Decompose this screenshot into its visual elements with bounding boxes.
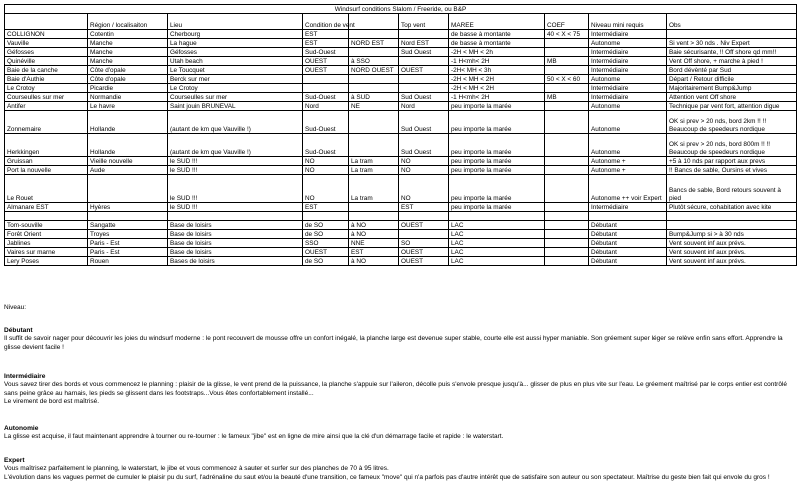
table-cell [545, 221, 589, 230]
table-row [5, 221, 797, 230]
table-cell: -2H < MH < 2H [449, 84, 545, 93]
table-cell: Intermédiaire [589, 84, 667, 93]
table-cell: -2H < MH < 2h [449, 48, 545, 57]
table-row [5, 239, 797, 248]
table-cell [545, 111, 589, 134]
table-cell: Antifer [5, 102, 88, 111]
level-debutant-text: Il suffit de savoir nager pour découvrir les joies du windsurf moderne : le pont recouvert de mousse offre un confort inégalé, la planche large est devenue super stable, courte elle est aussi hyper maniable. Son gréement super léger se relève enfin sans effort. Apprendre la glisse devient facile ! [4, 335, 783, 351]
table-cell: Cherbourg [168, 30, 303, 39]
column-header: Région / localisaiton [88, 14, 168, 30]
column-header [349, 14, 399, 30]
table-cell [545, 257, 589, 266]
table-cell: à NO [349, 230, 399, 239]
table-cell [545, 157, 589, 166]
table-row [5, 48, 797, 57]
table-cell: peu importe la marée [449, 134, 545, 157]
table-cell: Jablines [5, 239, 88, 248]
table-cell: Base de loisirs [168, 221, 303, 230]
table-cell: Autonome [589, 102, 667, 111]
table-cell: Base de loisirs [168, 248, 303, 257]
table-cell: NO [303, 157, 349, 166]
table-cell [349, 30, 399, 39]
table-cell: Si vent > 30 nds . Niv Expert [667, 39, 797, 48]
table-cell [667, 212, 797, 221]
column-header: MAREE [449, 14, 545, 30]
table-cell: LAC [449, 239, 545, 248]
table-cell: Cotentin [88, 30, 168, 39]
table-cell: le SUD !!! [168, 203, 303, 212]
table-cell: Débutant [589, 230, 667, 239]
table-cell: (autant de km que Vauville !) [168, 111, 303, 134]
table-cell: Gruissan [5, 157, 88, 166]
windsurf-conditions-table [4, 4, 797, 266]
table-cell: Intermédiaire [589, 30, 667, 39]
table-title: Windsurf conditions Slalom / Freeride, ou B&P [5, 5, 797, 14]
table-cell: peu importe la marée [449, 203, 545, 212]
level-intermediaire [4, 372, 794, 407]
table-cell [545, 239, 589, 248]
table-cell: 50 < X < 60 [545, 75, 589, 84]
table-cell: Baie sécurisante, !! Off shore qd mm!! [667, 48, 797, 57]
table-row [5, 134, 797, 157]
level-autonomie [4, 424, 794, 442]
table-cell [399, 212, 449, 221]
table-cell: Côte d'opale [88, 66, 168, 75]
table-cell: le SUD !!! [168, 157, 303, 166]
table-row [5, 75, 797, 84]
levels-intro: Niveau: [4, 304, 27, 311]
table-cell: -2H < MH < 2H [449, 75, 545, 84]
table-cell: Sud-Ouest [303, 134, 349, 157]
table-cell: Autonome ++ voir Expert [589, 175, 667, 203]
table-cell [399, 230, 449, 239]
table-cell: Manche [88, 39, 168, 48]
table-cell: Géfosses [5, 48, 88, 57]
table-cell: Vent souvent inf aux prévs. [667, 257, 797, 266]
table-cell: Nord [303, 102, 349, 111]
level-expert-title: Expert [4, 457, 25, 464]
table-cell: Débutant [589, 257, 667, 266]
table-cell: SSO [303, 239, 349, 248]
table-cell: La tram [349, 166, 399, 175]
table-cell: MB [545, 57, 589, 66]
table-cell: Autonome + [589, 166, 667, 175]
table-row [5, 66, 797, 75]
table-cell: Sud Ouest [399, 48, 449, 57]
table-row [5, 248, 797, 257]
table-cell: OUEST [399, 221, 449, 230]
level-debutant-title: Débutant [4, 327, 33, 334]
table-cell: OUEST [399, 257, 449, 266]
table-row [5, 39, 797, 48]
table-cell [168, 212, 303, 221]
table-cell: de SO [303, 230, 349, 239]
table-cell [545, 48, 589, 57]
table-cell: (autant de km que Vauville !) [168, 134, 303, 157]
table-cell: Rouen [88, 257, 168, 266]
table-cell: peu importe la marée [449, 157, 545, 166]
table-cell: Technique par vent fort, attention digue [667, 102, 797, 111]
table-cell: Autonome [589, 39, 667, 48]
table-cell: Débutant [589, 248, 667, 257]
table-row [5, 203, 797, 212]
table-cell [545, 230, 589, 239]
table-cell [399, 57, 449, 66]
table-cell: de basse à montante [449, 30, 545, 39]
table-cell: Base de loisirs [168, 239, 303, 248]
table-cell: de SO [303, 221, 349, 230]
table-cell: le SUD !!! [168, 175, 303, 203]
table-cell: Géfosses [168, 48, 303, 57]
table-cell: EST [399, 203, 449, 212]
table-cell: Le havre [88, 102, 168, 111]
column-header: Lieu [168, 14, 303, 30]
level-intermediaire-title: Intermédiaire [4, 373, 46, 380]
table-cell: LAC [449, 257, 545, 266]
table-cell: Forêt Orient [5, 230, 88, 239]
table-cell: Départ / Retour difficile [667, 75, 797, 84]
table-cell: de SO [303, 257, 349, 266]
table-cell: SO [399, 239, 449, 248]
table-cell [545, 212, 589, 221]
table-cell: EST [303, 30, 349, 39]
table-cell: Le Crotoy [168, 84, 303, 93]
table-cell [349, 212, 399, 221]
table-cell: OK si prev > 20 nds, bord 2km !! !! Beaucoup de speedeurs nordique [667, 111, 797, 134]
table-cell: Autonome + [589, 157, 667, 166]
table-cell: Normandie [88, 93, 168, 102]
level-autonomie-title: Autonomie [4, 425, 39, 432]
table-title-row [5, 5, 797, 14]
table-cell: Troyes [88, 230, 168, 239]
table-cell: Intermédiaire [589, 57, 667, 66]
table-cell: EST [303, 203, 349, 212]
table-cell [303, 84, 349, 93]
level-expert [4, 456, 794, 482]
table-cell: Saint jouin BRUNEVAL [168, 102, 303, 111]
table-cell: OUEST [303, 66, 349, 75]
table-row [5, 93, 797, 102]
table-cell: OK si prev > 20 nds, bord 800m !! !! Beaucoup de speedeurs nordique [667, 134, 797, 157]
table-cell: La tram [349, 175, 399, 203]
table-cell: Autonome [589, 75, 667, 84]
table-cell: NO [399, 175, 449, 203]
table-cell: Bump&Jump si > à 30 nds [667, 230, 797, 239]
table-cell: Herkkingen [5, 134, 88, 157]
table-cell [349, 134, 399, 157]
table-cell: COLLIGNON [5, 30, 88, 39]
column-header: COEF [545, 14, 589, 30]
table-cell: -1 H<mh< 2H [449, 93, 545, 102]
table-cell [667, 221, 797, 230]
table-cell: Bases de loisirs [168, 257, 303, 266]
table-cell: NO [303, 175, 349, 203]
table-cell: NORD OUEST [349, 66, 399, 75]
table-cell [349, 48, 399, 57]
column-header: Top vent [399, 14, 449, 30]
table-cell: Le Rouet [5, 175, 88, 203]
table-cell: Hollande [88, 111, 168, 134]
table-cell [545, 84, 589, 93]
table-row [5, 102, 797, 111]
table-cell: à SSO [349, 57, 399, 66]
table-cell: 40 < X < 75 [545, 30, 589, 39]
table-cell: Baie d'Authie [5, 75, 88, 84]
table-cell [589, 212, 667, 221]
table-cell: LAC [449, 221, 545, 230]
table-cell: Le Crotoy [5, 84, 88, 93]
level-intermediaire-text: Vous savez tirer des bords et vous commencez le planning : plaisir de la glisse, le vent prend de la puissance, la planche s'appuie sur l'aileron, décolle puis s'envole presque jusqu'à... glisser de plus en plus vite sur l'eau. Le gréement maîtrisé par le corps entier est contrôlé sans peine grâce au harnais, les pieds se glissent dans les footstraps...Vous êtes confortablement installé... [4, 381, 788, 397]
table-row [5, 166, 797, 175]
table-cell: Quinéville [5, 57, 88, 66]
table-cell [545, 66, 589, 75]
level-intermediaire-text-2: Le virement de bord est maîtrisé. [4, 398, 100, 406]
table-cell: NE [349, 102, 399, 111]
table-cell [399, 84, 449, 93]
table-cell: NO [303, 166, 349, 175]
table-cell: Hyères [88, 203, 168, 212]
table-cell [88, 175, 168, 203]
table-cell: Débutant [589, 239, 667, 248]
table-row [5, 111, 797, 134]
table-cell: -2H< MH < 3h [449, 66, 545, 75]
table-cell: Plutôt sécure, cohabitation avec kite [667, 203, 797, 212]
table-cell: à NO [349, 257, 399, 266]
table-cell: Berck sur mer [168, 75, 303, 84]
table-row [5, 230, 797, 239]
table-cell: Manche [88, 48, 168, 57]
table-cell: Paris - Est [88, 239, 168, 248]
table-cell: Vauville [5, 39, 88, 48]
table-cell: Intermédiaire [589, 48, 667, 57]
table-cell: Picardie [88, 84, 168, 93]
table-cell: EST [349, 248, 399, 257]
table-cell: Vieille nouvelle [88, 157, 168, 166]
table-cell: Nord EST [399, 39, 449, 48]
table-row [5, 212, 797, 221]
table-cell: Sud-Ouest [303, 93, 349, 102]
table-cell [349, 75, 399, 84]
table-cell: peu importe la marée [449, 166, 545, 175]
table-header-row [5, 14, 797, 30]
table-cell: Lery Poses [5, 257, 88, 266]
table-cell: Sud-Ouest [303, 111, 349, 134]
table-cell: Nord [399, 102, 449, 111]
table-cell: OUEST [303, 57, 349, 66]
table-cell: La tram [349, 157, 399, 166]
table-cell: Vent souvent inf aux prévs. [667, 248, 797, 257]
level-autonomie-text: La glisse est acquise, il faut maintenant apprendre à tourner ou re-tourner : le fameux "jibe" est en ligne de mire ainsi que la clé d'un démarrage facile et rapide : le waterstart. [4, 433, 504, 440]
table-cell: !! Bancs de sable, Oursins et vives [667, 166, 797, 175]
table-cell: Vaires sur marne [5, 248, 88, 257]
table-cell: Zonnemaire [5, 111, 88, 134]
table-cell [303, 212, 349, 221]
column-header: Obs [667, 14, 797, 30]
table-cell: Courseulles sur mer [168, 93, 303, 102]
table-cell [667, 30, 797, 39]
table-row [5, 30, 797, 39]
table-cell [545, 203, 589, 212]
table-cell: peu importe la marée [449, 175, 545, 203]
table-cell: Sud Ouest [399, 134, 449, 157]
table-cell: LAC [449, 248, 545, 257]
column-header: Condition de vent [303, 14, 349, 30]
table-cell: Intermédiaire [589, 93, 667, 102]
table-cell: Bord dévènté par Sud [667, 66, 797, 75]
table-cell: NORD EST [349, 39, 399, 48]
table-cell: Autonome [589, 111, 667, 134]
table-cell: OUEST [399, 66, 449, 75]
table-cell: NNE [349, 239, 399, 248]
table-cell: peu importe la marée [449, 102, 545, 111]
table-cell: Autonome [589, 134, 667, 157]
table-cell: de basse à montante [449, 39, 545, 48]
table-cell: Courseulles sur mer [5, 93, 88, 102]
table-row [5, 57, 797, 66]
table-cell: Débutant [589, 221, 667, 230]
table-cell: +5 à 10 nds par rapport aux prevs [667, 157, 797, 166]
table-cell [545, 175, 589, 203]
table-cell: Sud Ouest [399, 111, 449, 134]
table-cell: Baie de la canche [5, 66, 88, 75]
table-row [5, 157, 797, 166]
table-cell: Almanare EST [5, 203, 88, 212]
table-cell [88, 212, 168, 221]
table-cell [349, 203, 399, 212]
table-cell: le SUD !!! [168, 166, 303, 175]
column-header: Niveau mini requis [589, 14, 667, 30]
table-cell [545, 39, 589, 48]
table-cell: Base de loisirs [168, 230, 303, 239]
table-cell [545, 166, 589, 175]
table-cell: Majoritairement Bump&Jump [667, 84, 797, 93]
table-cell: Sud-Ouest [303, 48, 349, 57]
table-cell: -1 H<mh< 2H [449, 57, 545, 66]
table-row [5, 84, 797, 93]
table-cell [349, 111, 399, 134]
table-cell [303, 75, 349, 84]
table-cell: à SUD [349, 93, 399, 102]
levels-section [4, 304, 794, 313]
table-cell: Intermédiaire [589, 66, 667, 75]
column-header [5, 14, 88, 30]
table-cell: MB [545, 93, 589, 102]
table-cell: Hollande [88, 134, 168, 157]
table-cell [545, 134, 589, 157]
table-cell: Intermédiaire [589, 203, 667, 212]
table-cell: à NO [349, 221, 399, 230]
table-cell: Attention vent Off shore [667, 93, 797, 102]
table-cell: Utah beach [168, 57, 303, 66]
table-cell [449, 212, 545, 221]
table-cell: Vent souvent inf aux prévs. [667, 239, 797, 248]
table-cell: Tom-souville [5, 221, 88, 230]
table-cell [545, 102, 589, 111]
level-expert-text: Vous maîtrisez parfaitement le planning, le waterstart, le jibe et vous commencez à sauter et surfer sur des planches de 70 à 95 litres. [4, 465, 389, 472]
table-cell: Paris - Est [88, 248, 168, 257]
table-cell: NO [399, 157, 449, 166]
level-debutant [4, 326, 794, 352]
table-cell: Manche [88, 57, 168, 66]
table-cell [545, 248, 589, 257]
table-cell: EST [303, 39, 349, 48]
table-cell: Sangatte [88, 221, 168, 230]
table-cell: Vent Off shore, + marche à pied ! [667, 57, 797, 66]
table-cell: peu importe la marée [449, 111, 545, 134]
table-cell: Aude [88, 166, 168, 175]
table-row [5, 175, 797, 203]
table-cell: OUEST [399, 248, 449, 257]
table-cell [399, 30, 449, 39]
table-cell: OUEST [303, 248, 349, 257]
table-cell: Bancs de sable, Bord retours souvent à pied [667, 175, 797, 203]
table-cell: Port la nouvelle [5, 166, 88, 175]
table-cell: NO [399, 166, 449, 175]
table-cell: Sud Ouest [399, 93, 449, 102]
table-row [5, 257, 797, 266]
table-cell [349, 84, 399, 93]
table-cell: LAC [449, 230, 545, 239]
table-cell [399, 75, 449, 84]
table-cell [5, 212, 88, 221]
table-cell: La hague [168, 39, 303, 48]
table-cell: Côte d'opale [88, 75, 168, 84]
level-expert-text-2: L'évolution dans les vagues permet de cumuler le plaisir pu du surf, l'adrénaline du saut et/ou la beauté d'une transition, ce fameux "move" qui n'a parfois pas d'autre intérêt que de satisfaire son auteur ou son spectateur. Maîtrise du geste bien fait qui envole du gros ! [4, 473, 770, 481]
table-cell: Le Toucquet [168, 66, 303, 75]
